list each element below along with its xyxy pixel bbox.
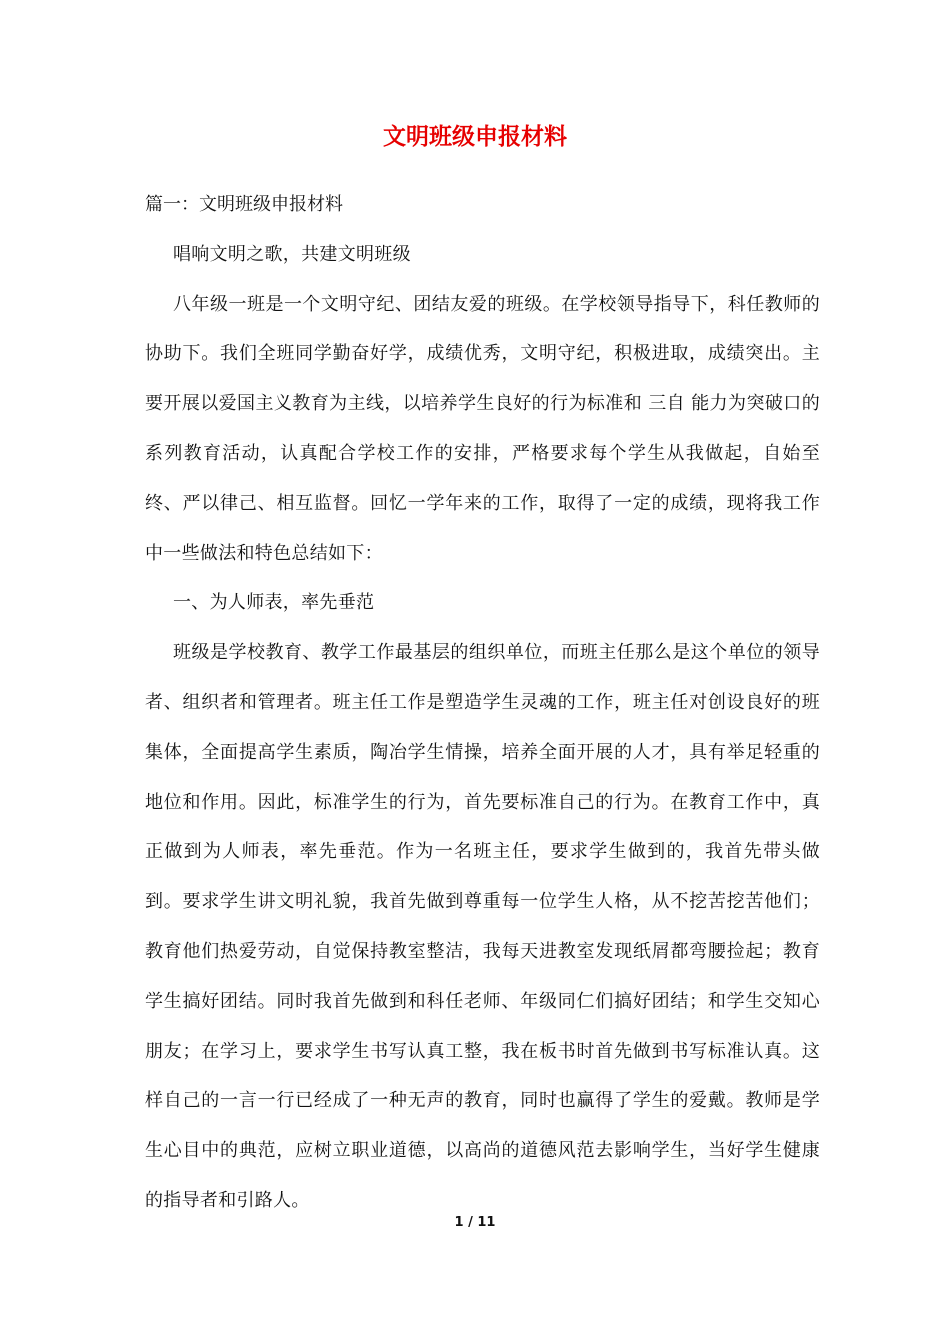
- slogan-line: 唱响文明之歌，共建文明班级: [173, 243, 411, 265]
- page-number: 1 / 11: [454, 1215, 496, 1230]
- document-body: [145, 180, 820, 1226]
- body-paragraph: 班级是学校教育、教学工作最基层的组织单位，而班主任那么是这个单位的领导者、组织者和管理者。班主任工作是塑造学生灵魂的工作，班主任对创设良好的班集体，全面提高学生素质，陶冶学生情操，培养全面开展的人才，具有举足轻重的地位和作用。因此，标准学生的行为，首先要标准自己的行为。在教育工作中，真正做到为人师表，率先垂范。作为一名班主任，要求学生做到的，我首先带头做到。要求学生讲文明礼貌，我首先做到尊重每一位学生人格，从不挖苦挖苦他们；教育他们热爱劳动，自觉保持教室整洁，我每天进教室发现纸屑都弯腰捡起；教育学生搞好团结。同时我首先做到和科任老师、年级同仁们搞好团结；和学生交知心朋友；在学习上，要求学生书写认真工整，我在板书时首先做到书写标准认真。这样自己的一言一行已经成了一种无声的教育，同时也赢得了学生的爱戴。教师是学生心目中的典范，应树立职业道德，以高尚的道德风范去影响学生，当好学生健康的指导者和引路人。: [145, 642, 820, 1211]
- subsection-heading: 一、为人师表，率先垂范: [173, 592, 375, 614]
- body-paragraph: 八年级一班是一个文明守纪、团结友爱的班级。在学校领导指导下，科任教师的协助下。我们全班同学勤奋好学，成绩优秀，文明守纪，积极进取，成绩突出。主要开展以爱国主义教育为主线，以培养学生良好的行为标准和 三自 能力为突破口的系列教育活动，认真配合学校工作的安排，严格要求每个学生从我做起，自始至终、严以律己、相互监督。回忆一学年来的工作，取得了一定的成绩，现将我工作中一些做法和特色总结如下：: [145, 293, 820, 564]
- document-title: 文明班级申报材料: [383, 124, 567, 150]
- section-heading: 篇一：文明班级申报材料: [145, 194, 343, 215]
